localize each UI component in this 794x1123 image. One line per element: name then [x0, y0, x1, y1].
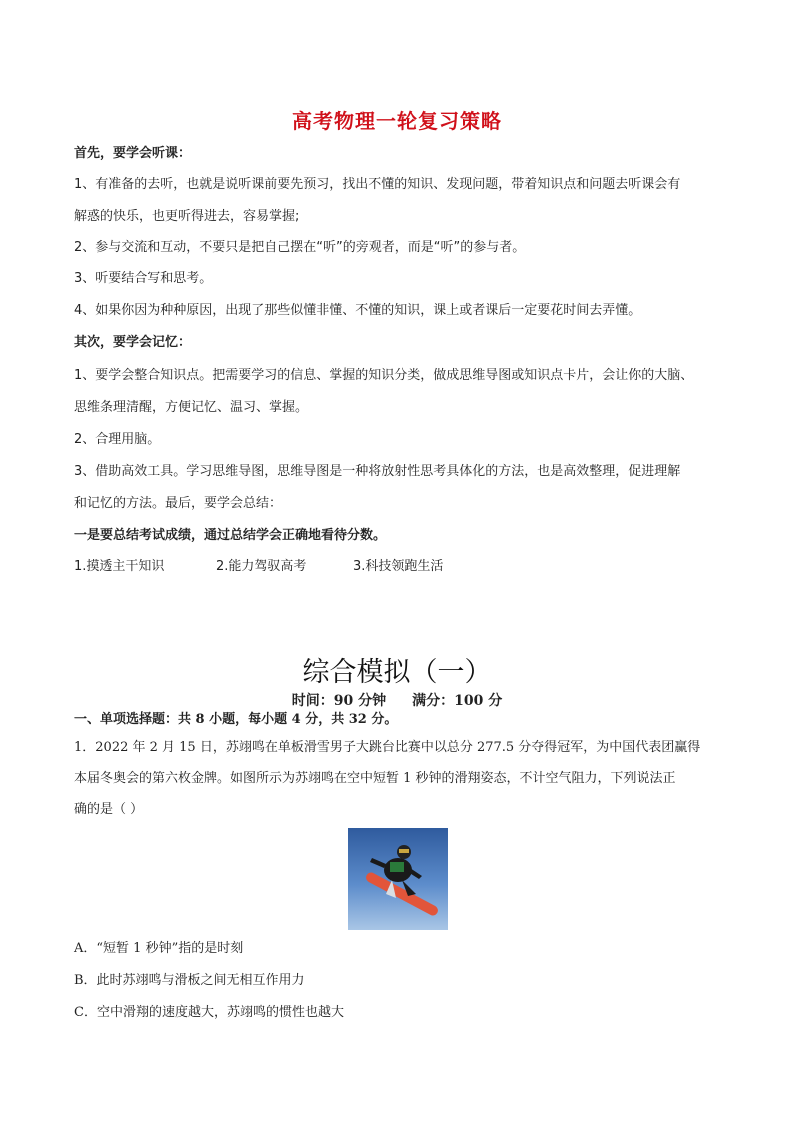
page-title: 高考物理一轮复习策略 [292, 109, 502, 133]
option-a: A．“短暂 1 秒钟”指的是时刻 [74, 941, 244, 956]
section-heading-summary: 一是要总结考试成绩，通过总结学会正确地看待分数。 [74, 528, 387, 543]
tips-row [74, 559, 724, 575]
question-line: 确的是（ ） [74, 802, 144, 817]
section-heading-memory: 其次，要学会记忆： [74, 335, 192, 350]
snowboarder-illustration [348, 828, 448, 930]
paragraph-line: 1、要学会整合知识点。把需要学习的信息、掌握的知识分类，做成思维导图或知识点卡片，会让你的大脑、 [74, 368, 694, 383]
paragraph-line: 3、借助高效工具。学习思维导图，思维导图是一种将放射性思考具体化的方法，也是高效整理，促进理解 [74, 464, 681, 479]
paragraph-line: 思维条理清醒，方便记忆、温习、掌握。 [74, 400, 309, 415]
tip-item: 2.能力驾驭高考 [216, 559, 307, 574]
paragraph-line: 4、如果你因为种种原因，出现了那些似懂非懂、不懂的知识，课上或者课后一定要花时间去弄懂。 [74, 303, 642, 318]
option-c: C．空中滑翔的速度越大，苏翊鸣的惯性也越大 [74, 1005, 344, 1020]
part-heading: 一、单项选择题：共 8 小题，每小题 4 分，共 32 分。 [74, 712, 398, 727]
question-line: 1．2022 年 2 月 15 日，苏翊鸣在单板滑雪男子大跳台比赛中以总分 277.5 分夺得冠军，为中国代表团赢得 [74, 740, 701, 755]
exam-title: 综合模拟（一） [302, 657, 492, 688]
snowboarder-photo [348, 828, 448, 930]
question-line: 本届冬奥会的第六枚金牌。如图所示为苏翊鸣在空中短暂 1 秒钟的滑翔姿态，不计空气阻力，下列说法正 [74, 771, 676, 786]
paragraph-line: 1、有准备的去听，也就是说听课前要先预习，找出不懂的知识、发现问题，带着知识点和问题去听课会有 [74, 177, 681, 192]
exam-score: 满分：100 分 [412, 693, 503, 709]
section-heading-listening: 首先，要学会听课： [74, 146, 192, 161]
paragraph-line: 2、合理用脑。 [74, 432, 161, 447]
paragraph-line: 3、听要结合写和思考。 [74, 271, 213, 286]
option-b: B．此时苏翊鸣与滑板之间无相互作用力 [74, 973, 305, 988]
paragraph-line: 和记忆的方法。最后，要学会总结： [74, 496, 283, 511]
tip-item: 1.摸透主干知识 [74, 559, 165, 574]
exam-time: 时间：90 分钟 [291, 693, 387, 709]
tip-item: 3.科技领跑生活 [353, 559, 444, 574]
paragraph-line: 2、参与交流和互动，不要只是把自己摆在“听”的旁观者，而是“听”的参与者。 [74, 240, 526, 255]
exam-meta [0, 690, 794, 710]
paragraph-line: 解惑的快乐，也更听得进去，容易掌握; [74, 209, 300, 224]
